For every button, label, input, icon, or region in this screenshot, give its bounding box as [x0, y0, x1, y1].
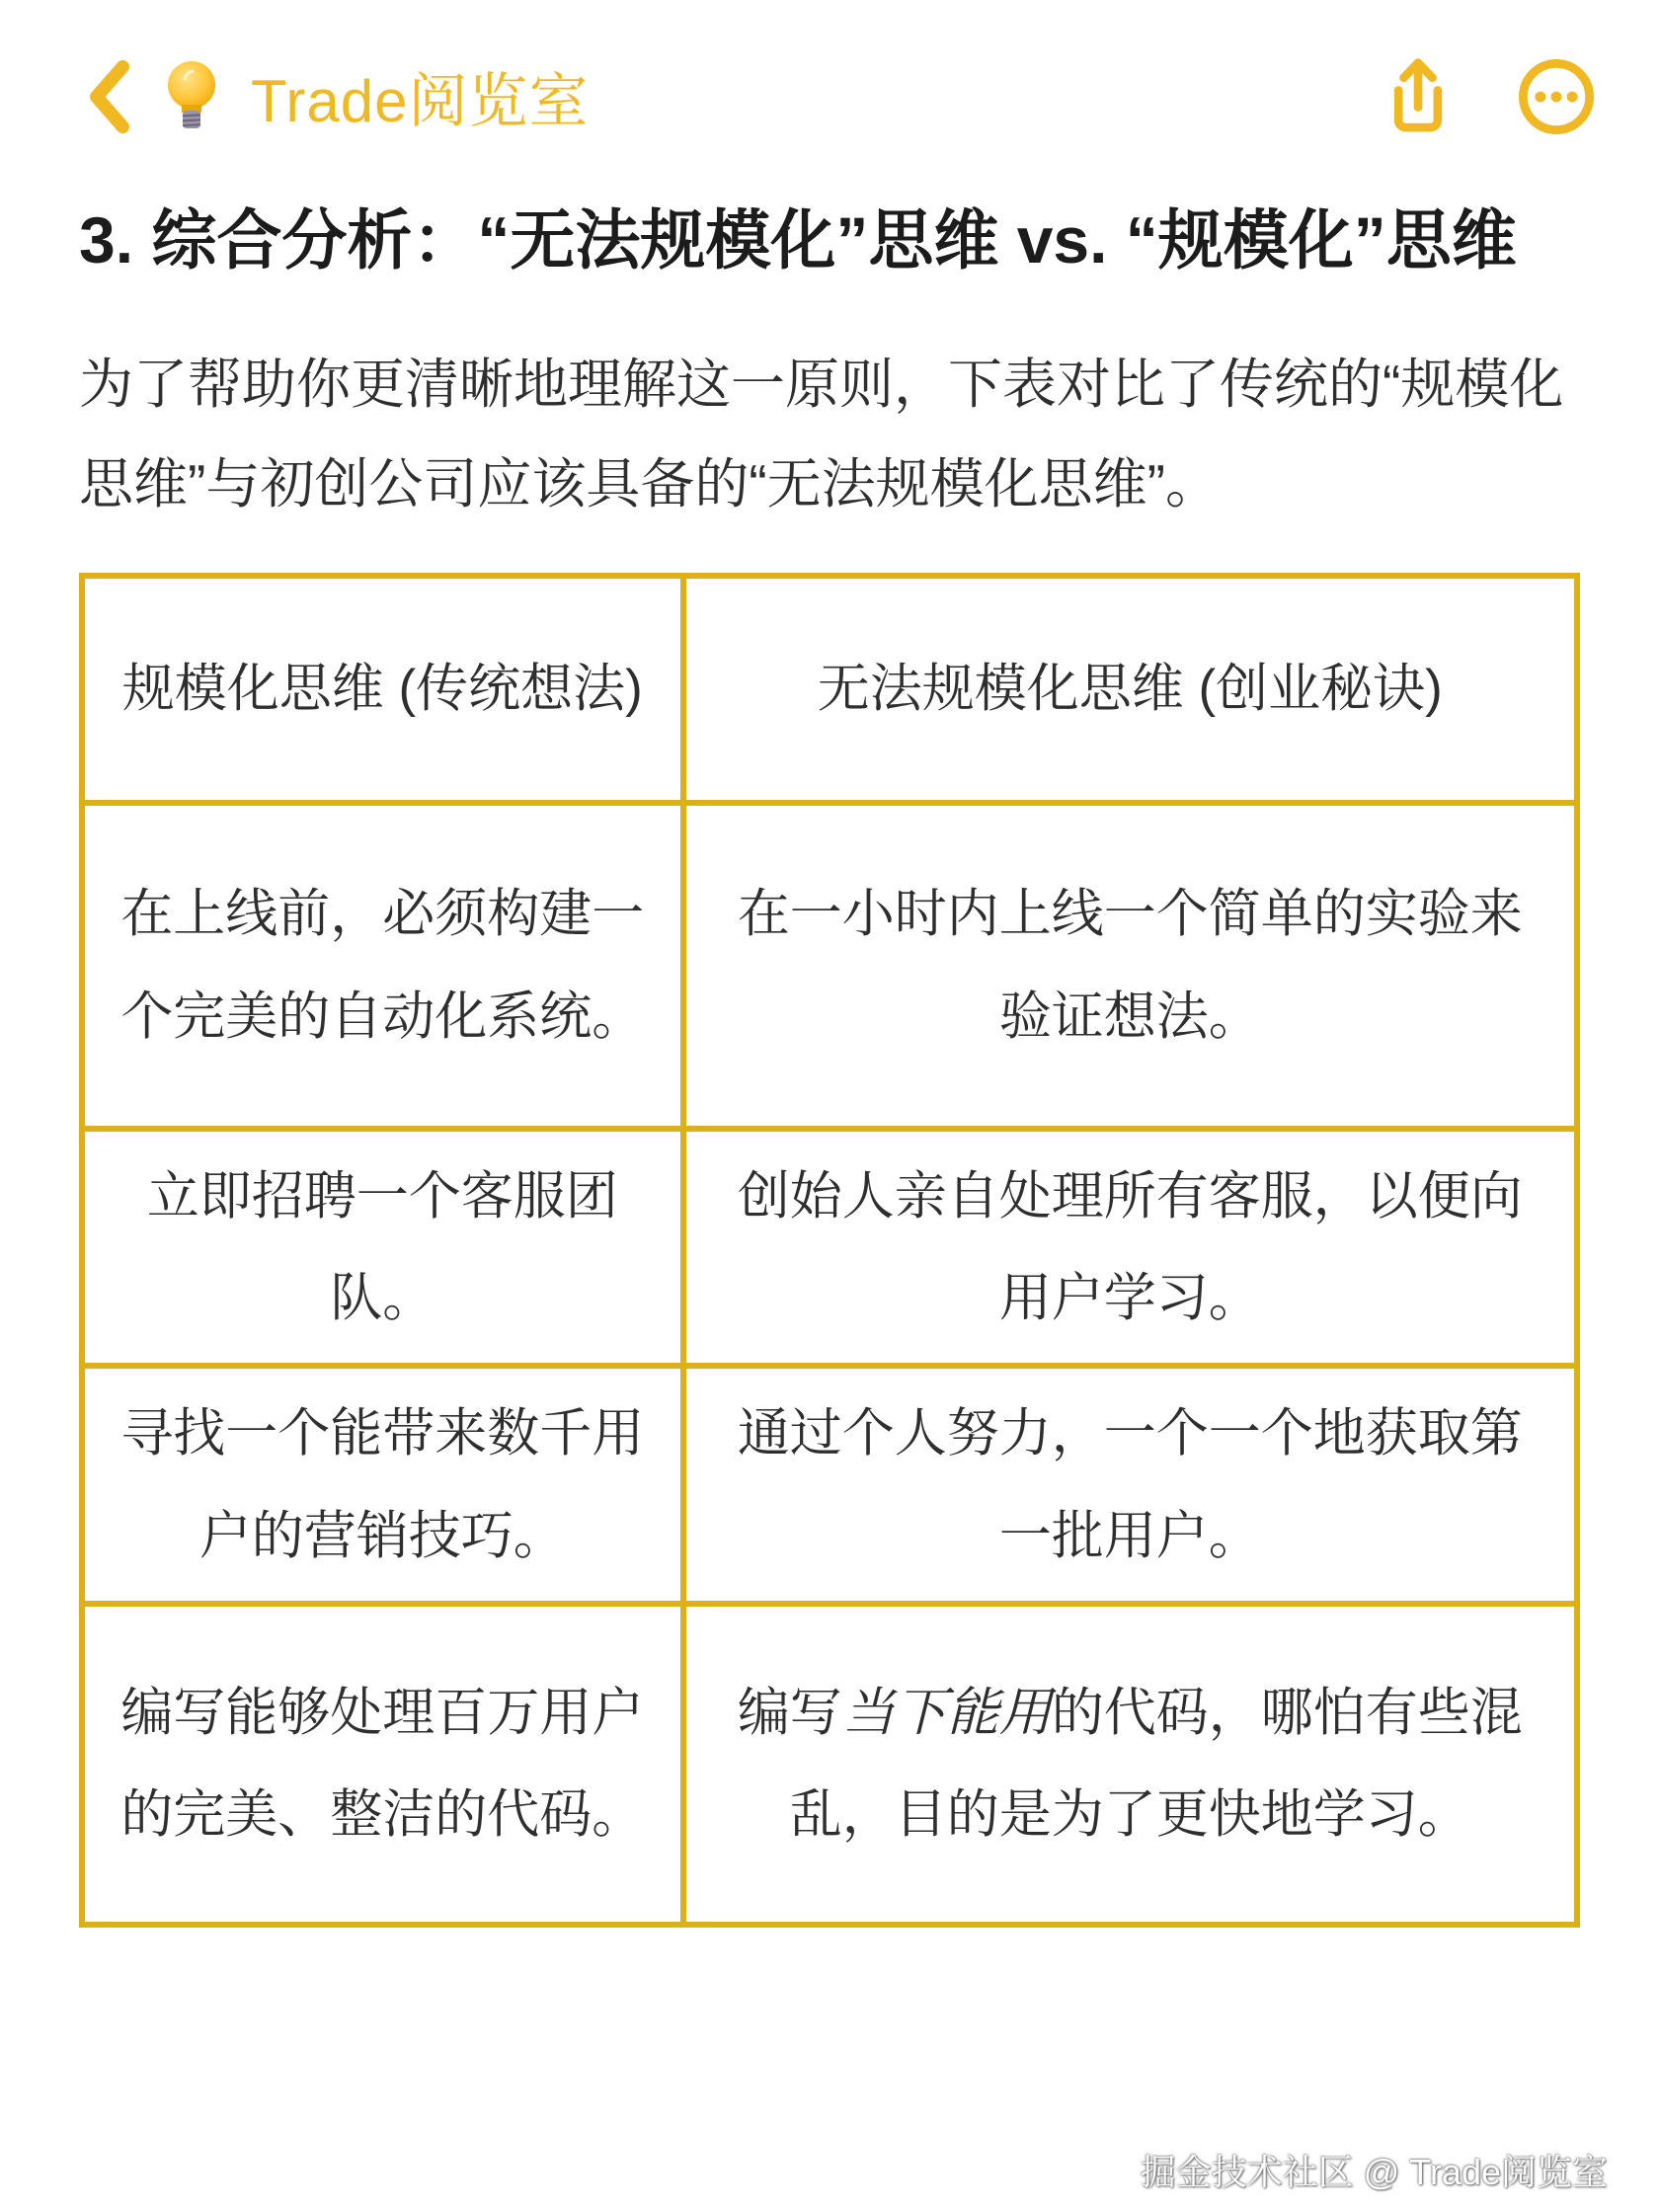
table-row: [82, 1604, 1577, 1925]
back-chevron-icon[interactable]: [87, 59, 132, 134]
table-header-cell-left: 规模化思维 (传统想法): [82, 576, 683, 803]
table-row: [82, 1366, 1577, 1604]
table-row: [82, 803, 1577, 1129]
nav-bar: [0, 0, 1659, 139]
table-cell-right: 创始人亲自处理所有客服，以便向用户学习。: [683, 1129, 1577, 1367]
table-header-cell-right: 无法规模化思维 (创业秘诀): [683, 576, 1577, 803]
table-cell-left: 寻找一个能带来数千用户的营销技巧。: [82, 1366, 683, 1604]
nav-actions: [1379, 54, 1598, 139]
watermark: 掘金技术社区 @ Trade阅览室: [1140, 2152, 1608, 2192]
lightbulb-icon: [162, 57, 221, 136]
table-row: [82, 1129, 1577, 1367]
cell-text-prefix: 编写: [737, 1684, 842, 1743]
page-title: 3. 综合分析：“无法规模化”思维 vs. “规模化”思维: [79, 203, 1517, 276]
comparison-table: [79, 573, 1580, 1928]
channel-link[interactable]: [87, 54, 590, 139]
channel-title[interactable]: Trade阅览室: [251, 68, 590, 134]
table-header-row: [82, 576, 1577, 803]
table-cell-right: [683, 1604, 1577, 1925]
more-options-icon[interactable]: [1515, 55, 1598, 138]
table-cell-right: 通过个人努力，一个一个地获取第一批用户。: [683, 1366, 1577, 1604]
table-cell-right: 在一小时内上线一个简单的实验来验证想法。: [683, 803, 1577, 1129]
table-cell-left: 立即招聘一个客服团队。: [82, 1129, 683, 1367]
cell-text-italic: 当下能用: [841, 1684, 1052, 1743]
table-cell-left: 在上线前，必须构建一个完美的自动化系统。: [82, 803, 683, 1129]
share-icon[interactable]: [1379, 54, 1458, 139]
cell-text-suffix: 的代码，哪怕有些混乱，目的是为了更快地学习。: [789, 1684, 1523, 1845]
intro-paragraph: 为了帮助你更清晰地理解这一原则，下表对比了传统的“规模化思维”与初创公司应该具备的“无法规模化思维”。: [79, 354, 1564, 515]
table-cell-left: 编写能够处理百万用户的完美、整洁的代码。: [82, 1604, 683, 1925]
